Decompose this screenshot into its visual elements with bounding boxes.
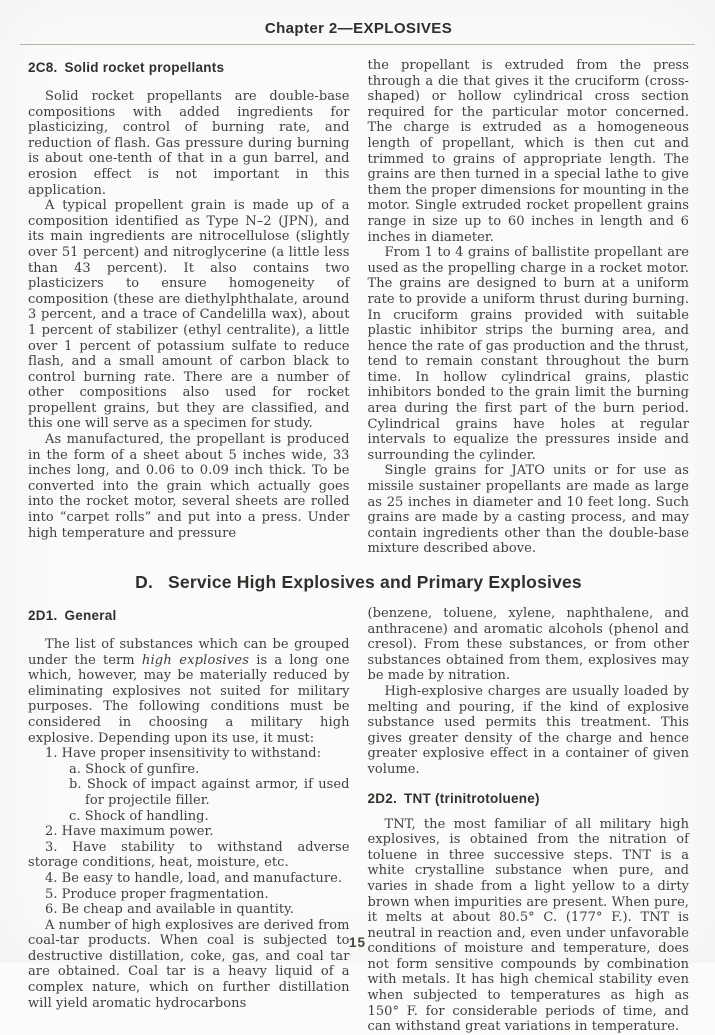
paragraph	[28, 637, 350, 746]
intro-text-pre: The list of substances which can be grouped under the term	[28, 637, 350, 668]
paragraph: A typical propellent grain is made up of a composition identified as Type N–2 (JPN), and its main ingredients are nitrocellulose (slightly over 51 percent) and nitroglycerine (a little less than 43 percent). It also contains two plasticizers to ensure homogeneity of composition (these are diethylphthalate, around 3 percent, and a trace of Candelilla wax), about 1 percent of stabilizer (ethyl centralite), a little over 1 percent of potassium sulfate to reduce flash, and a small amount of carbon black to control burning rate. There are a number of other compositions also used for rocket propellent grains, but they are classified, and this one will serve as a specimen for study.	[28, 198, 350, 432]
section-2d1-title: General	[64, 608, 117, 623]
intro-text-post: is a long one which, however, may be materially reduced by eliminating explosives not suited for military purposes. The following conditions must be considered in choosing a military high explosive. Depending upon its use, it must:	[28, 652, 350, 746]
chapter-title: Chapter 2—EXPLOSIVES	[264, 20, 453, 37]
paragraph: High-explosive charges are usually loaded by melting and pouring, if the kind of explosive substance used permits this treatment. This gives greater density of the charge and hence greater explosive effect in a container of given volume.	[367, 683, 689, 777]
section-2d1-heading	[28, 608, 350, 623]
paragraph: the propellant is extruded from the press through a die that gives it the cruciform (cross-shaped) or hollow cylindrical cross section required for the particular motor concerned. The charge is extruded as a homogeneous length of propellant, which is then cut and trimmed to grains of appropriate length. The grains are then turned in a special lathe to give them the proper dimensions for mounting in the motor. Single extruded rocket propellent grains range in size up to 60 inches in length and 6 inches in diameter.	[367, 58, 689, 245]
paragraph: From 1 to 4 grains of ballistite propellant are used as the propelling charge in a rocket motor. The grains are designed to burn at a uniform rate to provide a uniform thrust during burning. In cruciform grains provided with suitable plastic inhibitor strips the burning area, and hence the rate of gas production and the thrust, tend to remain constant throughout the burn time. In hollow cylindrical grains, plastic inhibitors bonded to the grain limit the burning area during the first part of the burn period. Cylindrical grains have holes at regular intervals to equalize the pressures inside and surrounding the cylinder.	[367, 245, 689, 463]
paragraph: TNT, the most familiar of all military high explosives, is obtained from the nitration of toluene in three successive steps. TNT is a white crystalline substance when pure, and varies in shade from a light yellow to a dirty brown when impurities are present. When pure, it melts at about 80.5° C. (177° F.). TNT is neutral in reaction and, even under unfavorable conditions of moisture and temperature, does not form sensitive compounds by combination with metals. It has high chemical stability even when subjected to temperatures as high as 150° F. for considerable periods of time, and can withstand great variations in temperature.	[367, 816, 689, 1035]
paragraph: A number of high explosives are derived from coal-tar products. When coal is subjected to destructive distillation, coke, gas, and coal tar are obtained. Coal tar is a heavy liquid of a complex nature, which on further distillation will yield aromatic hydrocarbons	[28, 917, 350, 1011]
section-d-letter: D.	[135, 572, 154, 592]
section-2c8-number: 2C8.	[28, 60, 58, 75]
list-item: a. Shock of gunfire.	[69, 761, 200, 777]
section-2c8-title: Solid rocket propellants	[64, 60, 225, 75]
section-2d1-number: 2D1.	[28, 608, 58, 623]
page-number: 15	[348, 935, 367, 950]
section-2d2-title: TNT (trinitrotoluene)	[404, 790, 540, 806]
list-item: 6. Be cheap and available in quantity.	[45, 902, 294, 918]
page-footer	[0, 935, 715, 950]
list-item: b. Shock of impact against armor, if used for projectile filler.	[69, 777, 350, 808]
italic-term: high explosives	[141, 652, 250, 668]
list-item: 2. Have maximum power.	[45, 824, 214, 840]
section-2c8-heading	[28, 60, 350, 75]
list-item: 3. Have stability to withstand adverse storage conditions, heat, moisture, etc.	[28, 839, 350, 871]
section-d-heading	[28, 572, 689, 593]
section-2d2-number: 2D2.	[367, 790, 398, 806]
right-column-top	[368, 58, 690, 557]
paragraph: As manufactured, the propellant is produced in the form of a sheet about 5 inches wide, 33 inches long, and 0.06 to 0.09 inch thick. To be converted into the grain which actually goes into the rocket motor, several sheets are rolled into “carpet rolls” and put into a press. Under high temperature and pressure	[28, 432, 350, 541]
left-column-top	[28, 58, 350, 557]
header-divider	[20, 44, 695, 45]
section-2c8	[28, 58, 689, 557]
list-item: 5. Produce proper fragmentation.	[45, 886, 269, 902]
section-d-title: Service High Explosives and Primary Explosives	[168, 572, 582, 592]
list-item: 4. Be easy to handle, load, and manufacture.	[45, 870, 343, 886]
section-d-body	[28, 606, 689, 1035]
right-column-bottom	[368, 606, 690, 1035]
list-item: c. Shock of handling.	[69, 808, 209, 824]
paragraph: Solid rocket propellants are double-base compositions with added ingredients for plasticizing, control of burning rate, and reduction of flash. Gas pressure during burning is about one-tenth of that in a gun barrel, and erosion effect is not important in this application.	[28, 89, 350, 198]
section-2d2-heading	[368, 791, 690, 806]
list-item: 1. Have proper insensitivity to withstand:	[45, 746, 322, 762]
paragraph: (benzene, toluene, xylene, naphthalene, and anthracene) and aromatic alcohols (phenol and cresol). From these substances, or from other substances obtained from them, explosives may be made by nitration.	[367, 606, 689, 684]
left-column-bottom	[28, 606, 350, 1035]
paragraph: Single grains for JATO units or for use as missile sustainer propellants are made as large as 25 inches in diameter and 10 feet long. Such grains are made by a casting process, and may contain ingredients other than the double-base mixture described above.	[367, 463, 689, 557]
